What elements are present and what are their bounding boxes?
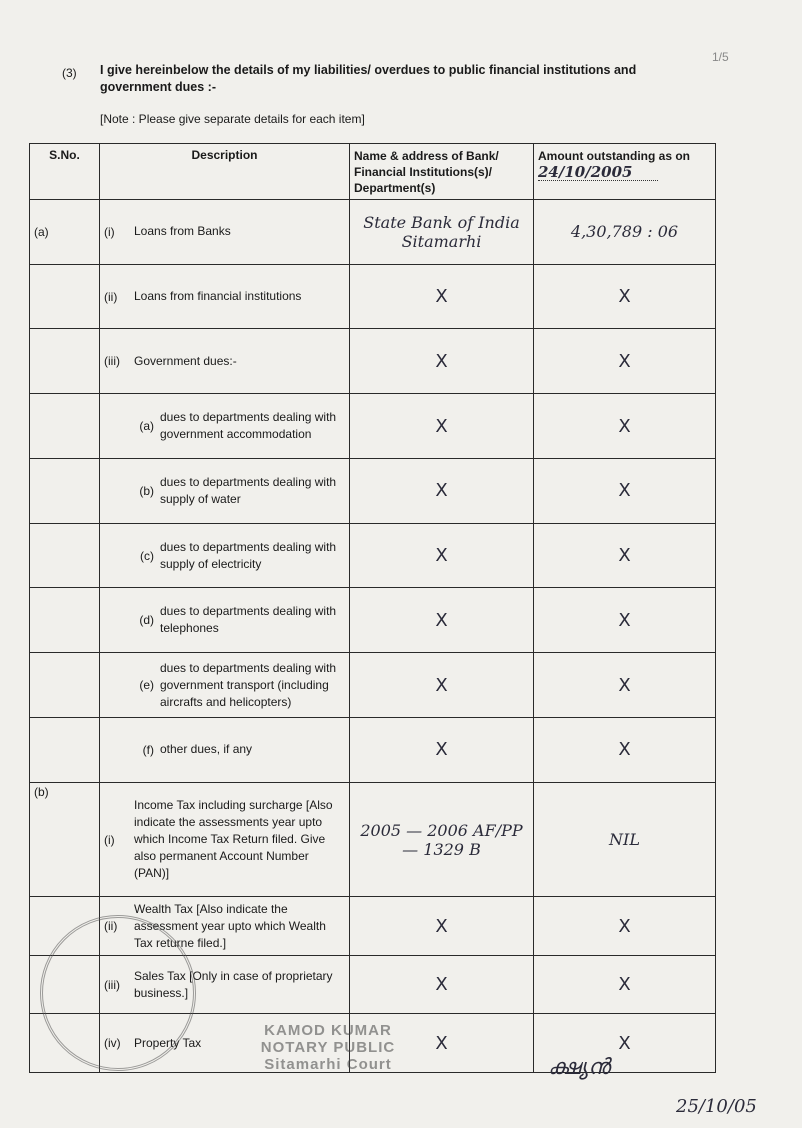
section-number: (3) [62,66,77,80]
row-amount: NIL [534,782,716,897]
row-text: dues to departments dealing with supply of water [160,474,337,506]
row-text: Loans from financial institutions [134,289,302,304]
header-amount-date: 24/10/2005 [538,164,658,181]
row-description [100,200,350,265]
row-amount: X [534,1014,716,1073]
section-heading: I give hereinbelow the details of my liabilities/ overdues to public financial institutions and government dues :- [100,63,637,94]
row-bank: State Bank of India Sitamarhi [350,200,534,265]
header-amount-prefix: Amount outstanding as on [538,149,690,163]
row-amount: X [534,264,716,329]
row-alpha: (e) [139,678,154,692]
row-sno: (a) [30,200,100,265]
row-amount: X [534,897,716,955]
note-text: [Note : Please give separate details for each item] [100,112,365,126]
row-alpha: (b) [139,483,154,498]
row-sno [30,329,100,394]
row-amount: X [534,523,716,588]
row-bank: X [350,458,534,523]
table-row [30,782,716,897]
row-alpha: (d) [139,613,154,628]
row-text: Government dues:- [134,353,237,368]
table-row [30,523,716,588]
page-corner-mark: 1/5 [712,50,729,64]
row-bank: X [350,264,534,329]
row-text: Property Tax [134,1035,202,1050]
row-bank: X [350,523,534,588]
row-text: other dues, if any [160,742,253,757]
row-bank: 2005 — 2006 AF/PP — 1329 B [350,782,534,897]
row-alpha: (f) [142,742,154,757]
table-row [30,329,716,394]
row-description [100,717,350,782]
row-description [100,653,350,718]
signature: ക്ഷ്യൻ‍ [548,1055,610,1080]
row-roman: (iii) [104,354,120,369]
row-bank: X [350,329,534,394]
row-sno [30,523,100,588]
header-bank: Name & address of Bank/ Financial Institutions(s)/ Department(s) [350,144,534,200]
header-description: Description [100,144,350,200]
table-header-row [30,144,716,200]
header-amount [534,144,716,200]
row-description [100,782,350,897]
row-text: Income Tax including surcharge [Also indicate the assessments year upto which Income Tax Return filed. Give also permanent Account Number (PAN)] [134,798,333,881]
table-row [30,653,716,718]
row-sno: (b) [30,782,100,897]
row-roman: (iii) [104,977,120,992]
row-amount: X [534,394,716,459]
row-bank: X [350,394,534,459]
row-bank: X [350,588,534,653]
row-roman: (iv) [104,1036,121,1051]
row-sno [30,458,100,523]
row-description [100,523,350,588]
notary-seal [40,915,196,1071]
row-description [100,329,350,394]
row-text: dues to departments dealing with telephones [160,604,337,636]
row-sno [30,264,100,329]
row-sno [30,653,100,718]
row-sno [30,717,100,782]
table-row [30,394,716,459]
table-row [30,717,716,782]
row-roman: (ii) [104,919,118,934]
row-alpha: (c) [140,548,154,563]
row-bank: X [350,1014,534,1073]
row-amount: X [534,653,716,718]
row-roman: (i) [104,224,115,239]
row-amount: X [534,955,716,1013]
row-text: Sales Tax [Only in case of proprietary business.] [134,968,333,1000]
row-amount: X [534,329,716,394]
row-text: dues to departments dealing with government transport (including aircrafts and helicopters) [160,660,337,709]
row-amount: 4,30,789 : 06 [534,200,716,265]
row-description [100,264,350,329]
table-row [30,200,716,265]
row-text: Loans from Banks [134,224,231,239]
row-sno [30,588,100,653]
row-description [100,394,350,459]
row-text: dues to departments dealing with government accommodation [160,410,337,442]
row-text: dues to departments dealing with supply of electricity [160,539,337,571]
table-row [30,458,716,523]
row-text: Wealth Tax [Also indicate the assessment year upto which Wealth Tax returne filed.] [134,901,326,950]
row-amount: X [534,588,716,653]
row-bank: X [350,897,534,955]
row-amount: X [534,717,716,782]
row-description [100,458,350,523]
signature-date: 25/10/05 [676,1096,757,1117]
header-sno: S.No. [30,144,100,200]
table-row [30,588,716,653]
row-bank: X [350,653,534,718]
notary-stamp: KAMOD KUMAR NOTARY PUBLIC Sitamarhi Court [260,1022,396,1073]
row-roman: (ii) [104,289,118,304]
row-sno [30,394,100,459]
row-amount: X [534,458,716,523]
row-bank: X [350,717,534,782]
row-roman: (i) [104,832,115,847]
row-description [100,588,350,653]
row-alpha: (a) [139,419,154,434]
table-row [30,264,716,329]
row-bank: X [350,955,534,1013]
